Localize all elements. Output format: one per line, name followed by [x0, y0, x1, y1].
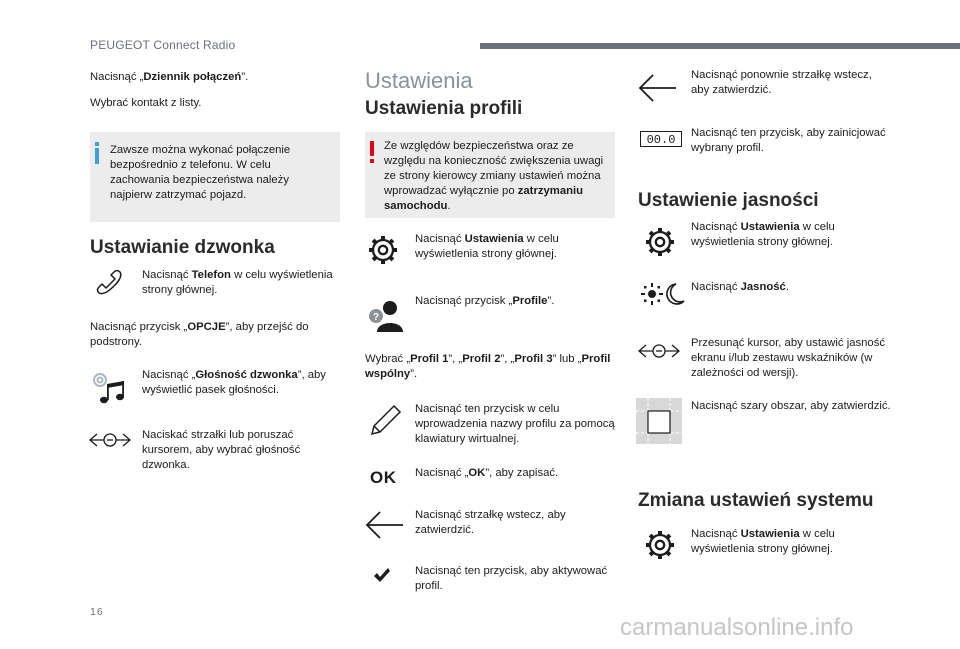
- warning-icon: [370, 141, 375, 163]
- heading-ringtone: Ustawianie dzwonka: [90, 237, 275, 258]
- phone-icon: [93, 270, 125, 296]
- step-arrows: Naciskać strzałki lub poruszać kursorem, aby wybrać głośność dzwonka.: [142, 429, 301, 471]
- heading-brightness: Ustawienie jasności: [638, 190, 819, 211]
- step-brightness-settings: Nacisnąć Ustawienia w celu wyświetlenia strony głównej.: [691, 221, 835, 248]
- ringtone-settings-icon: [90, 370, 130, 406]
- slider-icon: [637, 341, 681, 361]
- heading-system-settings: Zmiana ustawień systemu: [638, 490, 874, 511]
- info-icon: [94, 142, 100, 164]
- svg-text:?: ?: [372, 312, 380, 323]
- brightness-icon: [640, 282, 686, 306]
- profile-icon: [365, 298, 405, 332]
- back-arrow-icon: [638, 73, 678, 103]
- paragraph-select-profile: Wybrać „Profil 1”, „Profil 2”, „Profil 3” lub „Profil wspólny”.: [365, 353, 611, 380]
- step-back-arrow: Nacisnąć strzałkę wstecz, aby zatwierdzić.: [415, 509, 566, 536]
- info-note-text: Zawsze można wykonać połączenie bezpośrednio z telefonu. W celu zachowania bezpieczeństwa należy najpierw zatrzymać pojazd.: [110, 144, 291, 201]
- step-reset-profile: Nacisnąć ten przycisk, aby zainicjować wybrany profil.: [691, 127, 886, 154]
- step-profile-button: Nacisnąć przycisk „Profile”.: [415, 295, 555, 307]
- pencil-icon: [368, 404, 402, 438]
- paragraph-options: Nacisnąć przycisk „OPCJE”, aby przejść do podstrony.: [90, 321, 309, 348]
- step-profile-name: Nacisnąć ten przycisk w celu wprowadzenia nazwy profilu za pomocą klawiatury wirtualnej.: [415, 403, 615, 445]
- info-note: [90, 132, 340, 222]
- step-back-again: Nacisnąć ponownie strzałkę wstecz, aby zatwierdzić.: [691, 69, 872, 96]
- step-grey-area: Nacisnąć szary obszar, aby zatwierdzić.: [691, 400, 891, 412]
- step-system-settings: Nacisnąć Ustawienia w celu wyświetlenia strony głównej.: [691, 528, 835, 555]
- step-phone: Nacisnąć Telefon w celu wyświetlenia strony głównej.: [142, 269, 333, 296]
- settings-gear-icon: [645, 227, 675, 257]
- back-arrow-icon: [365, 510, 405, 540]
- step-brightness: Nacisnąć Jasność.: [691, 281, 789, 293]
- step-ringtone-volume: Nacisnąć „Głośność dzwonka”, aby wyświetlić pasek głośności.: [142, 369, 326, 396]
- checkmark-icon: [373, 567, 391, 583]
- step-open-settings: Nacisnąć Ustawienia w celu wyświetlenia strony głównej.: [415, 233, 559, 260]
- slider-icon: [88, 430, 132, 450]
- step-activate-profile: Nacisnąć ten przycisk, aby aktywować profil.: [415, 565, 608, 592]
- step-brightness-slider: Przesunąć kursor, aby ustawić jasność ekranu i/lub zestawu wskaźników (w zależności od wersji).: [691, 337, 886, 379]
- reset-profile-icon: 00.0: [640, 131, 682, 147]
- warning-note-text: Ze względów bezpieczeństwa oraz ze względu na konieczność zwiększenia uwagi ze strony kierowcy zmiany ustawień można wprowadzać wyłącznie po zatrzymaniu samochodu.: [384, 140, 604, 212]
- heading-settings: Ustawienia: [365, 68, 473, 93]
- header-title: PEUGEOT Connect Radio: [90, 38, 236, 52]
- step-ok: Nacisnąć „OK”, aby zapisać.: [415, 467, 559, 479]
- warning-note: [365, 132, 615, 218]
- grey-area-icon: [636, 398, 682, 444]
- page-number: 16: [90, 606, 104, 618]
- header-bar: [480, 43, 960, 49]
- settings-gear-icon: [645, 530, 675, 560]
- paragraph-select-contact: Wybrać kontakt z listy.: [90, 97, 202, 109]
- settings-gear-icon: [368, 235, 398, 265]
- paragraph-call-log: Nacisnąć „Dziennik połączeń”.: [90, 71, 249, 83]
- ok-icon: OK: [370, 468, 397, 487]
- heading-profile-settings: Ustawienia profili: [365, 98, 523, 119]
- watermark: carmanualsonline.info: [620, 614, 854, 641]
